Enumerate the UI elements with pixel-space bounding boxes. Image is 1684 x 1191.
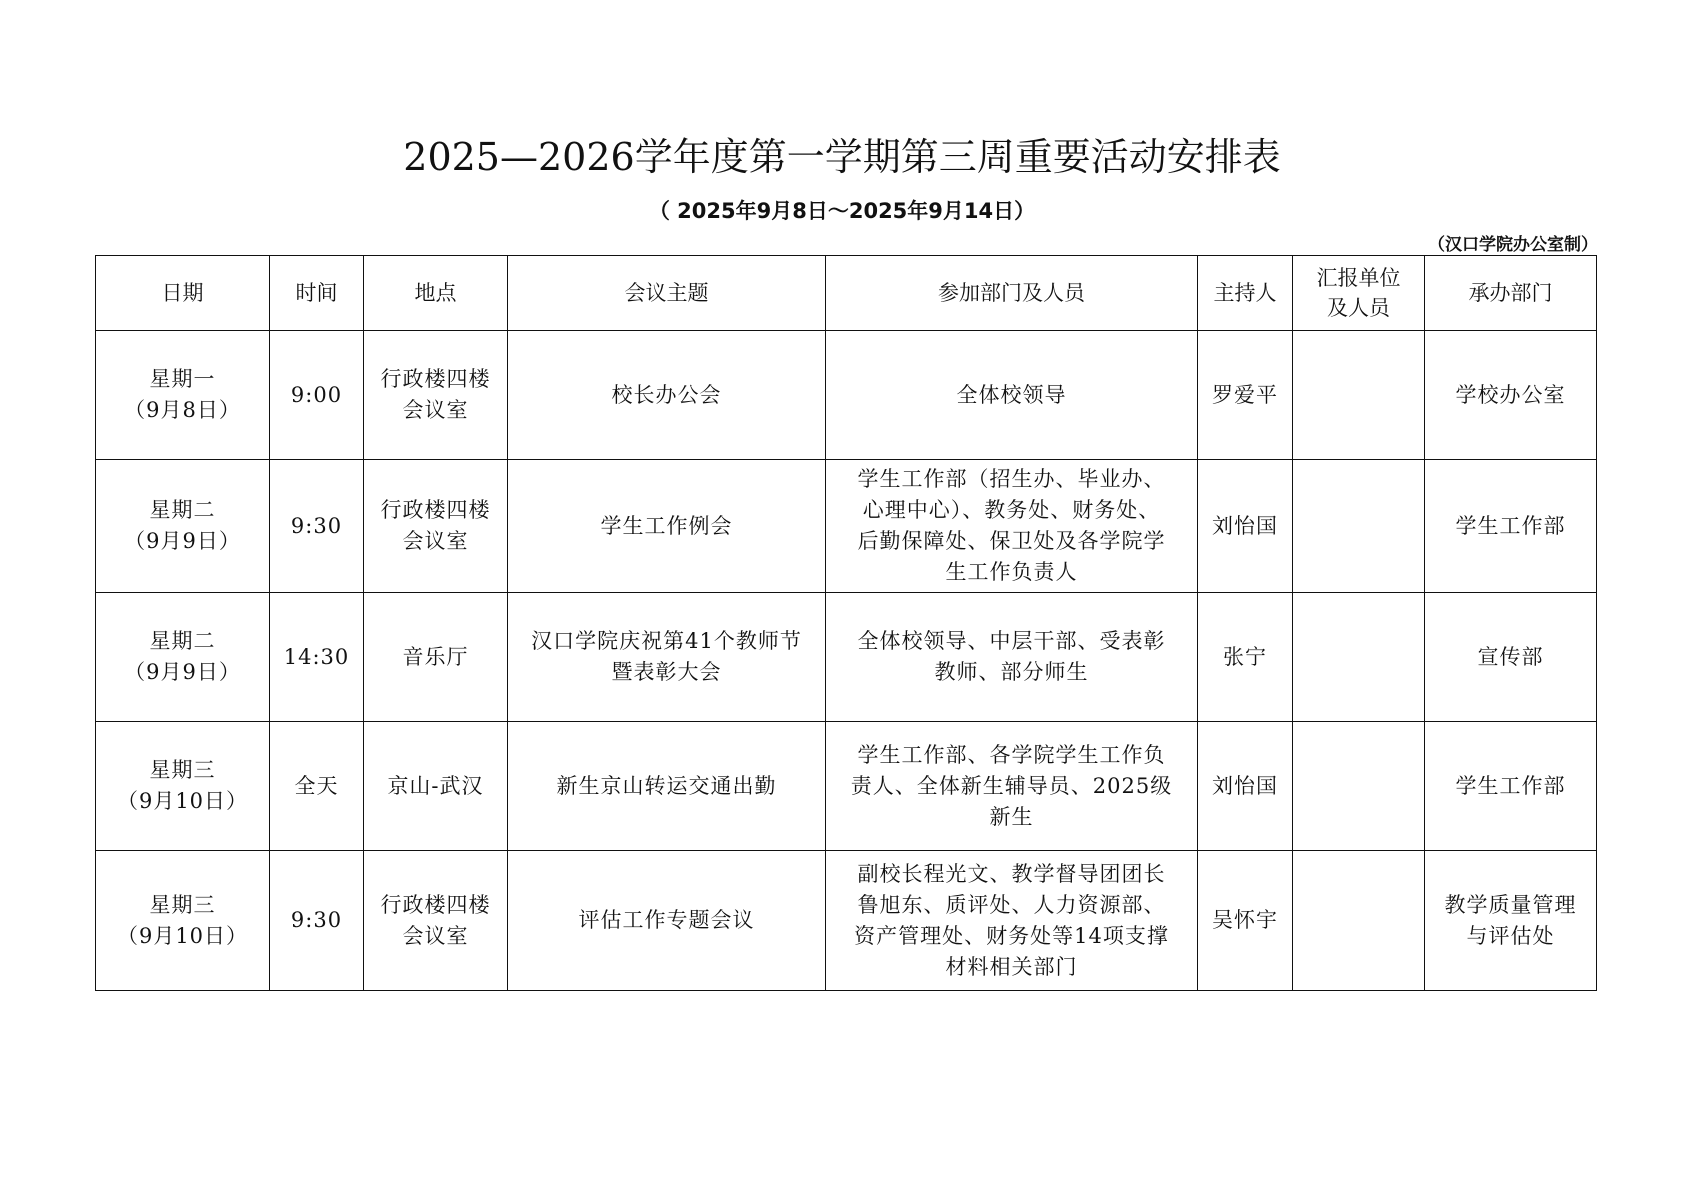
reporter-cell: [1293, 722, 1425, 851]
place-line: 行政楼四楼: [380, 498, 491, 522]
place-line: 会议室: [402, 923, 469, 948]
topic-line: 新生京山转运交通出勤: [556, 773, 777, 798]
participants-line: 责人、全体新生辅导员、2025级: [850, 773, 1173, 798]
participants-line: 全体校领导: [956, 382, 1067, 407]
time-cell: 9:00: [270, 331, 364, 460]
place-cell: [364, 331, 508, 460]
place-cell: [364, 722, 508, 851]
topic-line: 校长办公会: [611, 382, 722, 407]
time-cell: 9:30: [270, 851, 364, 991]
host-cell: 罗爱平: [1198, 331, 1293, 460]
weekday: 星期二: [149, 629, 216, 653]
participants-line: 材料相关部门: [945, 954, 1078, 979]
host-cell: 张宁: [1198, 593, 1293, 722]
host-cell: 刘怡国: [1198, 722, 1293, 851]
topic-cell: [508, 460, 826, 593]
header-participants: 参加部门及人员: [826, 256, 1198, 331]
table-row: [96, 722, 1597, 851]
weekday: 星期三: [149, 758, 216, 782]
place-line: 行政楼四楼: [380, 367, 491, 391]
header-organizer: 承办部门: [1425, 256, 1597, 331]
organizer-cell: [1425, 593, 1597, 722]
topic-line: 暨表彰大会: [611, 660, 722, 684]
organizer-line: 学生工作部: [1455, 773, 1566, 798]
organizer-line: 教学质量管理: [1444, 892, 1577, 917]
date-cell: [96, 460, 270, 593]
organizer-line: 宣传部: [1477, 644, 1544, 669]
place-line: 会议室: [402, 529, 469, 553]
topic-line: 评估工作专题会议: [578, 908, 755, 932]
topic-cell: [508, 593, 826, 722]
participants-cell: [826, 331, 1198, 460]
header-date: 日期: [96, 256, 270, 331]
reporter-cell: [1293, 851, 1425, 991]
topic-cell: [508, 331, 826, 460]
place-line: 京山-武汉: [387, 773, 484, 798]
header-reporter-line2: 及人员: [1327, 296, 1390, 320]
weekday: 星期二: [149, 498, 216, 522]
reporter-cell: [1293, 460, 1425, 593]
organizer-cell: [1425, 331, 1597, 460]
participants-line: 学生工作部、各学院学生工作负: [857, 742, 1166, 767]
participants-cell: [826, 593, 1198, 722]
table-row: [96, 851, 1597, 991]
header-host: 主持人: [1198, 256, 1293, 331]
date: （9月9日）: [124, 660, 241, 684]
date-cell: [96, 851, 270, 991]
participants-cell: [826, 460, 1198, 593]
organizer-cell: [1425, 851, 1597, 991]
participants-line: 新生: [989, 804, 1034, 829]
header-time: 时间: [270, 256, 364, 331]
participants-line: 生工作负责人: [945, 560, 1078, 584]
place-line: 会议室: [402, 398, 469, 422]
participants-line: 教师、部分师生: [934, 660, 1089, 684]
date-cell: [96, 331, 270, 460]
time-cell: 全天: [270, 722, 364, 851]
participants-line: 全体校领导、中层干部、受表彰: [857, 629, 1166, 653]
topic-cell: [508, 722, 826, 851]
time-cell: 14:30: [270, 593, 364, 722]
participants-line: 资产管理处、财务处等14项支撑: [854, 923, 1169, 948]
date-range-subtitle: （ 2025年9月8日～2025年9月14日）: [648, 199, 1036, 223]
organizer-line: 学校办公室: [1455, 382, 1566, 407]
place-cell: [364, 851, 508, 991]
host-cell: 吴怀宇: [1198, 851, 1293, 991]
header-reporter-line1: 汇报单位: [1316, 266, 1401, 290]
time-cell: 9:30: [270, 460, 364, 593]
organizer-cell: [1425, 460, 1597, 593]
schedule-table: [95, 255, 1597, 991]
header-row: [96, 256, 1597, 331]
issuer-note: （汉口学院办公室制）: [1428, 235, 1598, 255]
place-cell: [364, 460, 508, 593]
date-cell: [96, 722, 270, 851]
header-place: 地点: [364, 256, 508, 331]
header-reporter: [1293, 256, 1425, 331]
participants-line: 副校长程光文、教学督导团团长: [857, 861, 1166, 886]
topic-line: 学生工作例会: [600, 513, 733, 538]
participants-cell: [826, 851, 1198, 991]
topic-cell: [508, 851, 826, 991]
table-row: [96, 331, 1597, 460]
participants-line: 鲁旭东、质评处、人力资源部、: [857, 892, 1166, 917]
participants-cell: [826, 722, 1198, 851]
date: （9月10日）: [116, 789, 249, 813]
organizer-line: 与评估处: [1466, 923, 1555, 948]
organizer-cell: [1425, 722, 1597, 851]
date: （9月8日）: [124, 398, 241, 422]
reporter-cell: [1293, 331, 1425, 460]
date-cell: [96, 593, 270, 722]
weekday: 星期三: [149, 892, 216, 917]
host-cell: 刘怡国: [1198, 460, 1293, 593]
participants-line: 心理中心）、教务处、财务处、: [862, 498, 1161, 522]
header-topic: 会议主题: [508, 256, 826, 331]
place-cell: [364, 593, 508, 722]
table-row: [96, 460, 1597, 593]
participants-line: 学生工作部（招生办、毕业办、: [857, 467, 1166, 491]
date: （9月10日）: [116, 923, 249, 948]
participants-line: 后勤保障处、保卫处及各学院学: [857, 529, 1166, 553]
date: （9月9日）: [124, 529, 241, 553]
topic-line: 汉口学院庆祝第41个教师节: [531, 629, 802, 653]
reporter-cell: [1293, 593, 1425, 722]
weekday: 星期一: [149, 367, 216, 391]
table-row: [96, 593, 1597, 722]
organizer-line: 学生工作部: [1455, 513, 1566, 538]
place-line: 行政楼四楼: [380, 892, 491, 917]
page-title: 2025—2026学年度第一学期第三周重要活动安排表: [403, 135, 1281, 179]
place-line: 音乐厅: [402, 644, 469, 669]
